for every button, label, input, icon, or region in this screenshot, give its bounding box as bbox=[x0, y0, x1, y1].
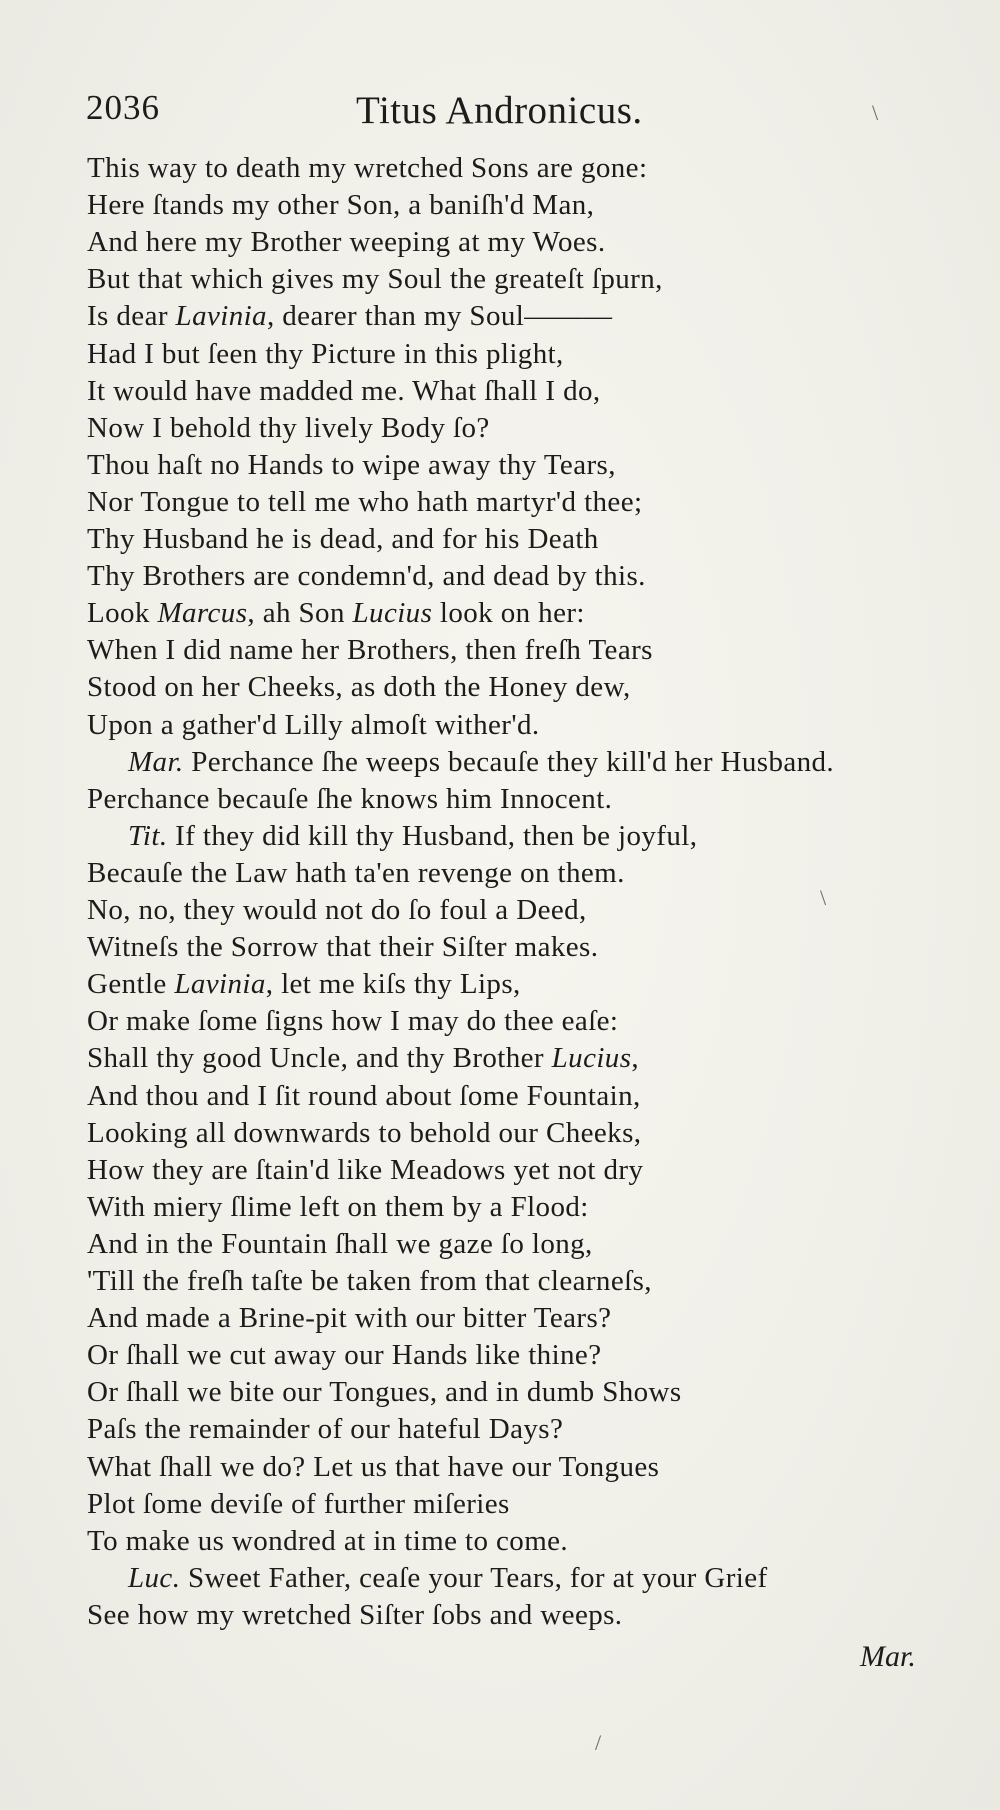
running-title: Titus Andronicus. bbox=[356, 89, 643, 132]
verse-line bbox=[87, 410, 490, 447]
verse-line bbox=[87, 298, 612, 335]
text-run: See how my wretched Siſter ſobs and weeps. bbox=[87, 1598, 623, 1631]
verse-line bbox=[87, 224, 606, 261]
speaker-name: Mar. bbox=[128, 745, 184, 778]
verse-line bbox=[87, 929, 598, 966]
speaker-name: Tit. bbox=[128, 819, 168, 852]
text-run: , dearer than my Soul——— bbox=[266, 300, 613, 333]
italic-name: Lucius bbox=[352, 597, 433, 630]
text-run: Upon a gather'd Lilly almoſt wither'd. bbox=[87, 708, 540, 741]
text-run: Thy Brothers are condemn'd, and dead by this. bbox=[87, 560, 646, 593]
text-run: , let me kiſs thy Lips, bbox=[265, 968, 521, 1001]
verse-line bbox=[87, 336, 564, 373]
text-run: If they did kill thy Husband, then be joyful, bbox=[167, 819, 698, 852]
verse-line bbox=[87, 1374, 682, 1411]
verse-line bbox=[87, 1226, 593, 1263]
verse-line bbox=[87, 1597, 622, 1634]
text-run: Now I behold thy lively Body ſo? bbox=[87, 411, 490, 444]
text-run: Gentle bbox=[87, 968, 175, 1001]
text-run: Look bbox=[87, 597, 158, 630]
margin-mark: / bbox=[595, 1730, 602, 1755]
text-run: Thou haſt no Hands to wipe away thy Tears, bbox=[87, 448, 616, 481]
text-run: Stood on her Cheeks, as doth the Honey dew, bbox=[87, 671, 631, 704]
text-run: Nor Tongue to tell me who hath martyr'd thee; bbox=[87, 485, 643, 518]
text-run: Sweet Father, ceaſe your Tears, for at your Grief bbox=[180, 1561, 768, 1594]
verse-line bbox=[87, 781, 612, 818]
verse-line bbox=[87, 373, 601, 410]
text-run: Witneſs the Sorrow that their Siſter makes. bbox=[87, 931, 599, 964]
verse-line bbox=[87, 447, 616, 484]
text-run: This way to death my wretched Sons are gone: bbox=[87, 152, 648, 184]
text-run: Becauſe the Law hath ta'en revenge on them. bbox=[87, 856, 625, 889]
text-run: Looking all downwards to behold our Cheeks, bbox=[87, 1116, 642, 1149]
text-run: No, no, they would not do ſo foul a Deed, bbox=[87, 894, 587, 926]
text-run: Or make ſome ſigns how I may do thee eaſe: bbox=[87, 1005, 619, 1038]
verse-line bbox=[87, 707, 540, 744]
text-run: look on her: bbox=[432, 597, 585, 630]
text-run: 'Till the freſh taſte be taken from that clearneſs, bbox=[87, 1265, 652, 1297]
text-run: And in the Fountain ſhall we gaze ſo long, bbox=[87, 1227, 593, 1260]
speaker-name: Luc. bbox=[128, 1561, 181, 1594]
text-run: And here my Brother weeping at my Woes. bbox=[87, 226, 606, 259]
verse-line bbox=[87, 966, 521, 1003]
verse-line bbox=[87, 187, 594, 224]
verse-line bbox=[87, 1449, 659, 1486]
catchword: Mar. bbox=[860, 1640, 916, 1673]
verse-line bbox=[87, 1300, 611, 1337]
verse-line bbox=[87, 1263, 652, 1300]
text-run: Paſs the remainder of our hateful Days? bbox=[87, 1413, 564, 1446]
verse-line bbox=[128, 1560, 768, 1597]
verse-line bbox=[87, 1189, 589, 1226]
verse-line bbox=[128, 744, 834, 781]
text-run: Or ſhall we bite our Tongues, and in dumb Shows bbox=[87, 1376, 682, 1409]
verse-line bbox=[87, 150, 647, 187]
verse-line bbox=[87, 261, 663, 298]
verse-line bbox=[87, 1486, 510, 1523]
verse-line bbox=[128, 818, 697, 855]
verse-line bbox=[87, 1040, 639, 1077]
margin-mark: \ bbox=[872, 100, 879, 125]
verse-line bbox=[87, 1411, 563, 1448]
text-run: And thou and I ſit round about ſome Fountain, bbox=[87, 1079, 641, 1112]
verse-line bbox=[87, 484, 642, 521]
text-run: Perchance becauſe ſhe knows him Innocent. bbox=[87, 782, 613, 815]
text-run: Had I but ſeen thy Picture in this plight, bbox=[87, 337, 564, 370]
verse-line bbox=[87, 595, 585, 632]
text-run: To make us wondred at in time to come. bbox=[87, 1524, 569, 1557]
verse-line bbox=[87, 521, 599, 558]
verse-line bbox=[87, 892, 587, 929]
text-run: Is dear bbox=[87, 300, 176, 333]
verse-line bbox=[87, 1152, 643, 1189]
text-run: Plot ſome deviſe of further miſeries bbox=[87, 1487, 510, 1520]
verse-line bbox=[87, 1337, 601, 1374]
italic-name: Marcus bbox=[157, 597, 248, 630]
text-run: , bbox=[631, 1042, 640, 1075]
text-run: How they are ſtain'd like Meadows yet not dry bbox=[87, 1153, 644, 1186]
page-header bbox=[86, 88, 936, 138]
verse-line bbox=[87, 1003, 618, 1040]
verse-line bbox=[87, 632, 653, 669]
text-run: And made a Brine-pit with our bitter Tears? bbox=[87, 1302, 612, 1335]
text-run: But that which gives my Soul the greateſt ſpurn, bbox=[87, 263, 663, 296]
italic-name: Lucius bbox=[551, 1042, 632, 1075]
verse-line bbox=[87, 1078, 641, 1115]
verse-line bbox=[87, 1115, 641, 1152]
italic-name: Lavinia bbox=[174, 968, 266, 1001]
page-number: 2036 bbox=[86, 88, 160, 127]
text-run: Perchance ſhe weeps becauſe they kill'd her Husband. bbox=[183, 745, 835, 778]
text-run: Here ſtands my other Son, a baniſh'd Man, bbox=[87, 189, 595, 222]
verse-line bbox=[87, 558, 646, 595]
text-run: , ah Son bbox=[247, 597, 353, 630]
text-run: Shall thy good Uncle, and thy Brother bbox=[87, 1042, 552, 1075]
text-run: Thy Husband he is dead, and for his Death bbox=[87, 523, 599, 555]
text-run: With miery ſlime left on them by a Flood: bbox=[87, 1190, 589, 1223]
text-run: Or ſhall we cut away our Hands like thine? bbox=[87, 1339, 602, 1372]
verse-line bbox=[87, 855, 625, 892]
text-run: What ſhall we do? Let us that have our Tongues bbox=[87, 1450, 660, 1483]
text-run: When I did name her Brothers, then freſh Tears bbox=[87, 634, 653, 667]
margin-mark: \ bbox=[820, 885, 827, 910]
italic-name: Lavinia bbox=[175, 300, 267, 333]
text-run: It would have madded me. What ſhall I do, bbox=[87, 374, 601, 407]
verse-line bbox=[87, 1523, 568, 1560]
verse-line bbox=[87, 669, 631, 706]
